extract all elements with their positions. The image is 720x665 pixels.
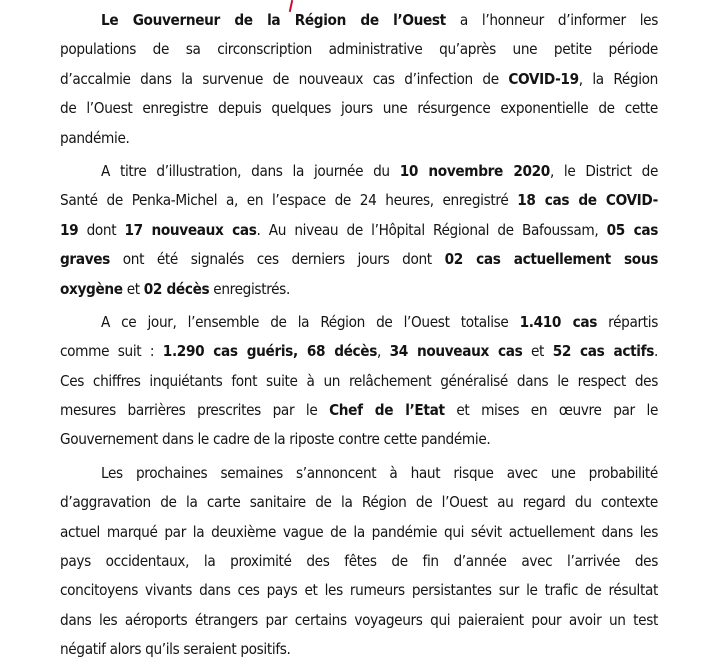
text-line	[60, 216, 658, 245]
text-run: ,	[377, 342, 390, 361]
text-run: ont été signalés ces derniers jours dont	[109, 250, 445, 269]
text-run: a l’honneur d’informer les	[445, 11, 658, 29]
text-line	[60, 337, 658, 366]
text-line	[60, 6, 658, 35]
text-run: Ces chiffres inquiétants font suite à un relâchement généralisé dans le respect des	[60, 371, 658, 390]
bold-text: 05 cas	[606, 220, 658, 239]
paragraph-announcement	[60, 6, 658, 153]
bold-text: 17 nouveaux cas	[124, 220, 257, 239]
text-run: , le District de	[549, 161, 658, 180]
text-line	[60, 488, 658, 517]
text-run: , la Région	[578, 69, 658, 88]
text-run: répartis	[597, 312, 658, 331]
text-line	[60, 275, 658, 304]
bold-text: Chef de l’Etat	[329, 401, 445, 420]
text-run: Les prochaines semaines s’annoncent à haut risque avec une probabilité	[101, 463, 658, 482]
text-line	[60, 518, 658, 547]
text-run: dont	[78, 220, 125, 239]
text-run: actuel marqué par la deuxième vague de la pandémie qui sévit actuellement dans les	[60, 522, 658, 541]
text-run: mesures barrières prescrites par le	[60, 401, 330, 420]
text-run: A ce jour, l’ensemble de la Région de l’Ouest totalise	[101, 312, 520, 331]
text-line	[60, 425, 658, 454]
text-line	[60, 186, 658, 215]
bold-text: 10 novembre 2020	[399, 161, 550, 180]
bold-text: graves	[60, 250, 110, 269]
text-line	[60, 308, 658, 337]
text-line	[60, 576, 658, 605]
text-run: d’aggravation de la carte sanitaire de la Région de l’Ouest au regard du contexte	[60, 493, 658, 512]
text-line	[60, 396, 658, 425]
text-line	[60, 245, 658, 274]
text-run: concitoyens vivants dans ces pays et les rumeurs persistantes sur le trafic de résultat	[60, 581, 658, 600]
text-line	[60, 367, 658, 396]
text-line	[60, 157, 658, 186]
text-run: populations de sa circonscription administrative qu’après une petite période	[60, 40, 658, 59]
text-run: dans les aéroports étrangers par certains voyageurs qui paieraient pour avoir un test	[60, 610, 658, 629]
bold-text: 18 cas de COVID-	[517, 191, 658, 210]
bold-text: COVID-19	[508, 69, 579, 88]
bold-text: 52 cas actifs	[552, 342, 654, 361]
text-line	[60, 94, 658, 123]
text-run: . Au niveau de l’Hôpital Régional de Bafoussam,	[256, 220, 607, 239]
paragraph-outlook	[60, 459, 658, 665]
text-run: pays occidentaux, la proximité des fêtes de fin d’année avec l’arrivée des	[60, 552, 658, 571]
bold-text: Le Gouverneur de la Région de l’Ouest	[101, 11, 446, 29]
text-line	[60, 606, 658, 635]
text-run: comme suit :	[60, 342, 163, 361]
text-line	[60, 124, 658, 153]
text-run: enregistrés.	[209, 279, 290, 298]
bold-text: 34 nouveaux cas	[389, 342, 523, 361]
text-line	[60, 547, 658, 576]
bold-text: oxygène	[60, 279, 123, 298]
text-run: Gouvernement dans le cadre de la riposte contre cette pandémie.	[60, 430, 491, 449]
text-run: et	[122, 279, 144, 298]
text-run: pandémie.	[60, 128, 130, 147]
text-run: d’accalmie dans la survenue de nouveaux cas d’infection de	[60, 69, 509, 88]
text-run: de l’Ouest enregistre depuis quelques jours une résurgence exponentielle de cette	[60, 99, 658, 118]
bold-text: 19	[60, 220, 79, 239]
bold-text: 02 décès	[143, 279, 210, 298]
bold-text: 1.290 cas guéris, 68 décès	[162, 342, 377, 361]
text-run: et	[522, 342, 553, 361]
text-run: négatif alors qu’ils seraient positifs.	[60, 640, 291, 659]
text-run: .	[653, 342, 658, 361]
text-run: Santé de Penka-Michel a, en l’espace de 24 heures, enregistré	[60, 191, 518, 210]
bold-text: 02 cas actuellement sous	[444, 250, 658, 269]
text-line	[60, 35, 658, 64]
text-run: et mises en œuvre par le	[444, 401, 659, 420]
paragraph-regional-totals	[60, 308, 658, 455]
text-line	[60, 635, 658, 664]
paragraph-illustration	[60, 157, 658, 304]
document-body	[60, 0, 658, 665]
text-line	[60, 459, 658, 488]
text-line	[60, 65, 658, 94]
bold-text: 1.410 cas	[519, 312, 598, 331]
text-run: A titre d’illustration, dans la journée du	[101, 161, 400, 180]
